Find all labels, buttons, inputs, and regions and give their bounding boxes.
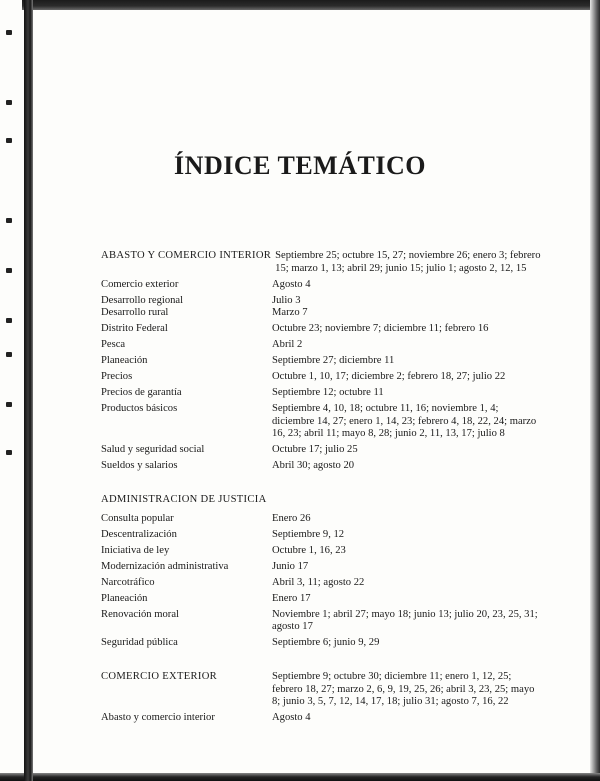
- binding-mark: [6, 352, 12, 357]
- index-entry: [101, 295, 541, 308]
- index-entry: [101, 577, 541, 590]
- section-dates: Septiembre 9; octubre 30; diciembre 11; enero 1, 12, 25; febrero 18, 27; marzo 2, 6, 9, 19, 25, 26; abril 3, 23, 25; mayo 8; junio 3, 5, 7, 12, 14, 17, 18; julio 31; agosto 7, 16, 22: [272, 671, 535, 707]
- entry-term: Comercio exterior: [101, 278, 179, 290]
- entry-dates: Octubre 1, 16, 23: [272, 544, 346, 556]
- entry-dates: Septiembre 4, 10, 18; octubre 11, 16; noviembre 1, 4; diciembre 14, 27; enero 1, 14, 23; febrero 4, 18, 22, 24; marzo 16, 23; abril 11; mayo 8, 28; junio 2, 11, 13, 17; julio 8: [272, 403, 537, 439]
- index-heading-row: [101, 250, 541, 275]
- entry-term: Abasto y comercio interior: [101, 712, 215, 723]
- binding-mark: [6, 218, 12, 223]
- entry-dates: Agosto 4: [272, 278, 311, 290]
- index-entry: [101, 444, 541, 457]
- subject-index: [101, 250, 541, 728]
- section-spacer: [101, 653, 541, 671]
- entry-dates: Noviembre 1; abril 27; mayo 18; junio 13; julio 20, 23, 25, 31; agosto 17: [272, 608, 538, 632]
- index-entry: [101, 460, 541, 473]
- entry-dates: Abril 30; agosto 20: [272, 460, 355, 471]
- binding-mark: [6, 402, 12, 407]
- binding-mark: [6, 450, 12, 455]
- entry-term: Pesca: [101, 339, 126, 350]
- index-entry: [101, 593, 541, 606]
- index-entry: [101, 339, 541, 352]
- entry-term: Iniciativa de ley: [101, 544, 170, 556]
- index-entry: [101, 355, 541, 368]
- binding-mark: [6, 318, 12, 323]
- index-entry: [101, 403, 541, 441]
- entry-dates: Marzo 7: [272, 307, 308, 318]
- entry-dates: Octubre 1, 10, 17; diciembre 2; febrero 18, 27; julio 22: [272, 371, 506, 382]
- index-entry: [101, 387, 541, 400]
- section-heading: ADMINISTRACION DE JUSTICIA: [101, 494, 267, 505]
- entry-term: Desarrollo rural: [101, 307, 169, 318]
- index-heading-row: [101, 671, 541, 709]
- entry-dates: Septiembre 9, 12: [272, 528, 345, 540]
- entry-term: Modernización administrativa: [101, 560, 229, 572]
- section-spacer: [101, 476, 541, 494]
- index-entry: [101, 513, 541, 526]
- section-dates: Septiembre 25; octubre 15, 27; noviembre 26; enero 3; febrero 15; marzo 1, 13; abril 29; junio 15; julio 1; agosto 2, 12, 15: [275, 250, 541, 274]
- index-entry: [101, 545, 541, 558]
- entry-term: Seguridad pública: [101, 637, 178, 648]
- entry-term: Desarrollo regional: [101, 294, 184, 306]
- entry-dates: Junio 17: [272, 560, 309, 572]
- entry-dates: Abril 2: [272, 339, 303, 350]
- entry-dates: Octubre 23; noviembre 7; diciembre 11; febrero 16: [272, 323, 489, 334]
- entry-dates: Julio 3: [272, 294, 301, 306]
- page-title: ÍNDICE TEMÁTICO: [174, 151, 426, 180]
- section-heading: COMERCIO EXTERIOR: [101, 671, 218, 682]
- entry-term: Salud y seguridad social: [101, 444, 205, 455]
- entry-term: Renovación moral: [101, 608, 179, 620]
- entry-dates: Agosto 4: [272, 712, 311, 723]
- index-entry: [101, 637, 541, 650]
- entry-dates: Enero 26: [272, 512, 311, 524]
- entry-term: Productos básicos: [101, 403, 178, 414]
- index-entry: [101, 371, 541, 384]
- entry-dates: Septiembre 12; octubre 11: [272, 387, 384, 398]
- index-entry: [101, 561, 541, 574]
- page-bottom-edge: [0, 773, 600, 781]
- index-entry: [101, 712, 541, 725]
- entry-term: Consulta popular: [101, 512, 174, 524]
- index-entry: [101, 307, 541, 320]
- index-entry: [101, 529, 541, 542]
- page-top-edge: [22, 0, 600, 10]
- entry-dates: Septiembre 27; diciembre 11: [272, 355, 395, 366]
- entry-dates: Octubre 17; julio 25: [272, 444, 358, 455]
- page-right-edge: [590, 0, 600, 781]
- entry-term: Narcotráfico: [101, 576, 155, 588]
- binding-mark: [6, 268, 12, 273]
- binding-mark: [6, 100, 12, 105]
- index-entry: [101, 609, 541, 634]
- entry-term: Planeación: [101, 592, 148, 604]
- book-spine: [24, 0, 33, 781]
- entry-term: Planeación: [101, 355, 148, 366]
- entry-term: Descentralización: [101, 528, 177, 540]
- index-entry: [101, 279, 541, 292]
- entry-term: Precios de garantía: [101, 387, 182, 398]
- entry-term: Sueldos y salarios: [101, 460, 178, 471]
- binding-mark: [6, 30, 12, 35]
- entry-term: Distrito Federal: [101, 323, 168, 334]
- entry-dates: Enero 17: [272, 592, 311, 604]
- index-entry: [101, 323, 541, 336]
- section-heading: ABASTO Y COMERCIO INTERIOR: [101, 250, 272, 261]
- entry-term: Precios: [101, 371, 133, 382]
- entry-dates: Abril 3, 11; agosto 22: [272, 576, 365, 588]
- entry-dates: Septiembre 6; junio 9, 29: [272, 637, 380, 648]
- binding-mark: [6, 138, 12, 143]
